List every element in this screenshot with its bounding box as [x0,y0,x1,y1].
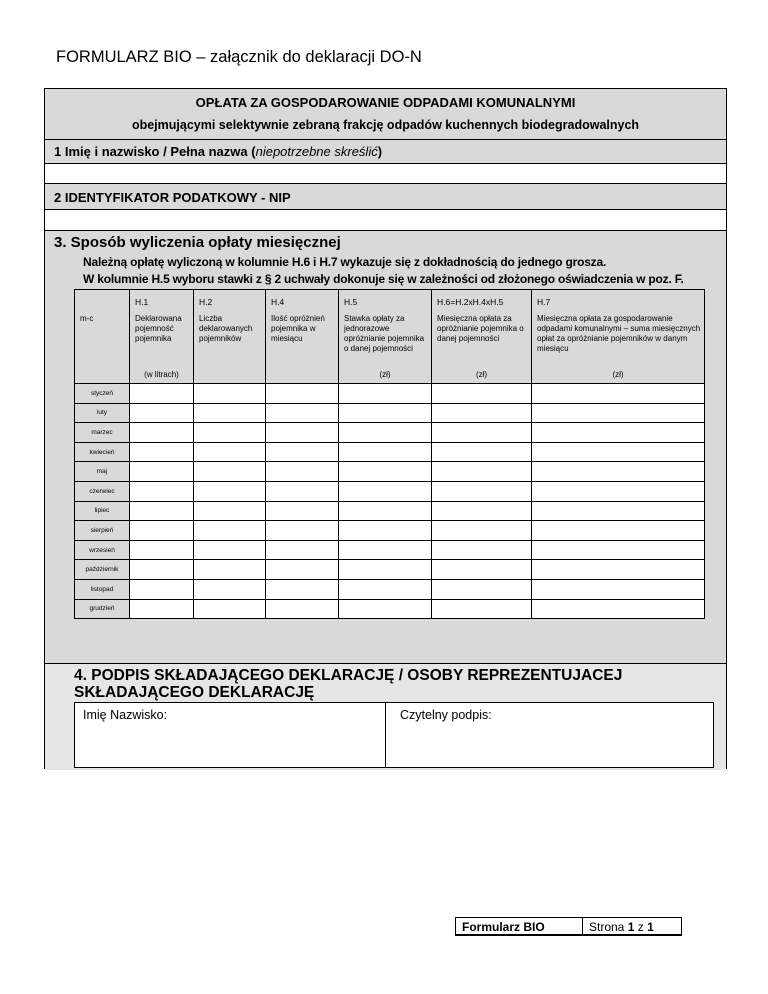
column-unit: (zł) [379,370,391,379]
table-cell[interactable] [432,579,532,599]
table-cell[interactable] [432,384,532,404]
column-header-4 [339,290,432,384]
column-unit: (w litrach) [144,370,179,379]
table-cell[interactable] [266,599,339,619]
table-cell[interactable] [266,403,339,423]
table-row [75,521,705,541]
page-number: 1 [627,920,635,934]
section-3-title: 3. Sposób wyliczenia opłaty miesięcznej [54,234,341,251]
table-cell[interactable] [130,403,194,423]
table-cell[interactable] [194,521,266,541]
section-2-label: 2 IDENTYFIKATOR PODATKOWY - NIP [54,190,291,205]
table-cell[interactable] [432,481,532,501]
table-cell[interactable] [532,540,705,560]
column-description: Ilość opróżnień pojemnika w miesiącu [271,314,325,343]
column-code: H.5 [344,297,358,307]
table-row [75,442,705,462]
table-cell[interactable] [339,403,432,423]
document-title: FORMULARZ BIO – załącznik do deklaracji DO-N [56,48,422,66]
table-cell[interactable] [532,599,705,619]
name-input-row[interactable] [45,163,726,184]
table-cell[interactable] [130,423,194,443]
column-description: m-c [80,314,94,323]
table-cell[interactable] [432,403,532,423]
section-1-hint: niepotrzebne skreślić [255,144,378,159]
table-cell[interactable] [432,442,532,462]
section-3-note-1: Należną opłatę wyliczoną w kolumnie H.6 i H.7 wykazuje się z dokładnością do jednego grosza. [83,255,607,269]
table-cell[interactable] [194,403,266,423]
table-cell[interactable] [532,521,705,541]
column-header-2 [194,290,266,384]
table-cell[interactable] [266,501,339,521]
table-cell[interactable] [194,501,266,521]
table-cell[interactable] [266,579,339,599]
signature-box [74,702,714,768]
header-line-2: obejmującymi selektywnie zebraną frakcję odpadów kuchennych biodegradowalnych [131,118,640,132]
table-body [75,384,705,619]
footer-page [583,918,681,934]
month-label: styczeń [75,384,130,404]
table-cell[interactable] [532,560,705,580]
table-cell[interactable] [532,442,705,462]
table-row [75,579,705,599]
table-cell[interactable] [532,579,705,599]
divider [45,139,726,140]
month-label: lipiec [75,501,130,521]
month-label: luty [75,403,130,423]
table-row [75,501,705,521]
table-cell[interactable] [339,481,432,501]
footer-box [455,917,682,936]
footer-form-name: Formularz BIO [456,918,583,934]
signature-label: Czytelny podpis: [400,708,492,722]
month-label: maj [75,462,130,482]
table-cell[interactable] [130,384,194,404]
table-row [75,403,705,423]
table-cell[interactable] [532,501,705,521]
table-cell[interactable] [194,540,266,560]
name-field[interactable] [75,703,386,767]
table-cell[interactable] [266,521,339,541]
header-line-1: OPŁATA ZA GOSPODAROWANIE ODPADAMI KOMUNALNYMI [195,95,576,110]
table-cell[interactable] [339,501,432,521]
table-cell[interactable] [130,501,194,521]
table-cell[interactable] [266,442,339,462]
table-row [75,599,705,619]
hint-open: ( [247,144,256,159]
month-label: listopad [75,579,130,599]
month-label: październik [75,560,130,580]
column-header-5 [432,290,532,384]
table-cell[interactable] [532,403,705,423]
table-cell[interactable] [130,599,194,619]
table-cell[interactable] [432,599,532,619]
calculation-table [74,289,705,619]
table-cell[interactable] [432,540,532,560]
table-cell[interactable] [266,423,339,443]
table-cell[interactable] [266,560,339,580]
table-cell[interactable] [532,384,705,404]
table-cell[interactable] [130,579,194,599]
table-cell[interactable] [432,462,532,482]
table-cell[interactable] [339,521,432,541]
table-cell[interactable] [194,384,266,404]
table-row [75,540,705,560]
section-3-note-2: W kolumnie H.5 wyboru stawki z § 2 uchwały dokonuje się w zależności od złożonego oświadczenia w poz. F. [83,272,684,286]
table-cell[interactable] [194,481,266,501]
table-row [75,560,705,580]
column-code: H.7 [537,297,551,307]
table-cell[interactable] [339,423,432,443]
column-description: Deklarowana pojemność pojemnika [135,314,182,343]
column-code: H.4 [271,297,285,307]
table-cell[interactable] [339,540,432,560]
column-unit: (zł) [612,370,624,379]
section-1-label [54,144,382,159]
column-header-0 [75,290,130,384]
month-label: marzec [75,423,130,443]
table-row [75,481,705,501]
table-cell[interactable] [432,423,532,443]
month-label: grudzień [75,599,130,619]
signature-field[interactable] [386,703,713,767]
column-code: H.6=H.2xH.4xH.5 [437,297,504,307]
table-cell[interactable] [194,579,266,599]
column-description: Miesięczna opłata za gospodarowanie odpadami komunalnymi – suma miesięcznych opłat za opróżnianie pojemników w danym miesiącu [537,314,701,353]
table-cell[interactable] [194,599,266,619]
table-cell[interactable] [339,442,432,462]
page-total: 1 [647,920,654,934]
section-1-label-text: 1 Imię i nazwisko / Pełna nazwa [54,144,248,159]
table-cell[interactable] [266,540,339,560]
table-cell[interactable] [130,442,194,462]
column-header-1 [130,290,194,384]
nip-input-row[interactable] [45,209,726,231]
table-cell[interactable] [432,560,532,580]
table-cell[interactable] [339,579,432,599]
table-row [75,462,705,482]
table-cell[interactable] [130,462,194,482]
section-4 [45,663,726,770]
column-header-3 [266,290,339,384]
table-row [75,423,705,443]
column-code: H.1 [135,297,149,307]
table-cell[interactable] [194,462,266,482]
table-cell[interactable] [130,481,194,501]
hint-close: ) [377,144,383,159]
table-cell[interactable] [266,462,339,482]
table-cell[interactable] [194,423,266,443]
month-label: czerwiec [75,481,130,501]
month-label: wrzesień [75,540,130,560]
column-description: Stawka opłaty za jednorazowe opróżnianie pojemnika o danej pojemności [344,314,425,353]
section-4-title: 4. PODPIS SKŁADAJĄCEGO DEKLARACJĘ / OSOBY REPREZENTUJACEJ SKŁADAJĄCEGO DEKLARACJĘ [74,667,623,701]
table-cell[interactable] [194,442,266,462]
month-label: kwiecień [75,442,130,462]
column-header-6 [532,290,705,384]
table-cell[interactable] [432,521,532,541]
table-cell[interactable] [339,560,432,580]
table-cell[interactable] [266,481,339,501]
table-cell[interactable] [532,462,705,482]
table-cell[interactable] [532,481,705,501]
name-label: Imię Nazwisko: [83,708,168,722]
table-cell[interactable] [266,384,339,404]
table-header-row [75,290,705,384]
table-cell[interactable] [130,540,194,560]
table-cell[interactable] [432,501,532,521]
table-row [75,384,705,404]
month-label: sierpień [75,521,130,541]
table-cell[interactable] [130,560,194,580]
table-cell[interactable] [194,560,266,580]
of-word: z [634,920,648,934]
page-word: Strona [589,920,628,934]
table-cell[interactable] [339,599,432,619]
table-cell[interactable] [339,384,432,404]
table-cell[interactable] [339,462,432,482]
column-code: H.2 [199,297,213,307]
form-container [44,88,727,769]
column-description: Liczba deklarowanych pojemników [199,314,253,343]
table-cell[interactable] [532,423,705,443]
column-description: Miesięczna opłata za opróżnianie pojemnika o danej pojemności [437,314,524,343]
table-cell[interactable] [130,521,194,541]
column-unit: (zł) [475,370,488,379]
